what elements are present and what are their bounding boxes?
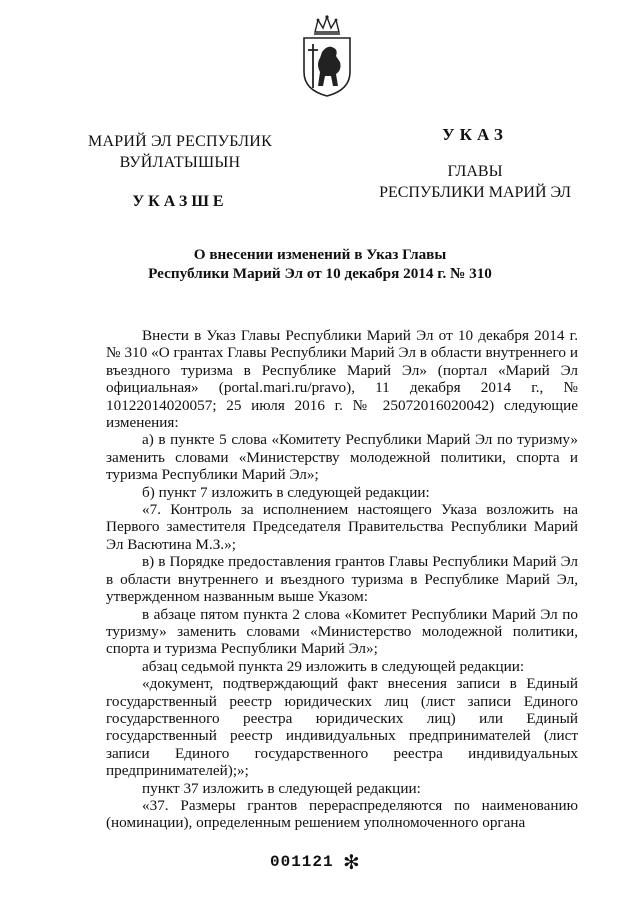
title-line2: Республики Марий Эл от 10 декабря 2014 г. № 310 bbox=[148, 265, 492, 282]
paragraph: в абзаце пятом пункта 2 слова «Комитет Республики Марий Эл по туризму» заменить словами «Министерство молодежной политики, спорта и туризма Республики Марий Эл»; bbox=[106, 605, 578, 658]
left-header-marian bbox=[60, 131, 300, 212]
serial-number: 001121 bbox=[270, 853, 334, 871]
left-header-kind: УКАЗШЕ bbox=[132, 193, 228, 210]
paragraph: в) в Порядке предоставления грантов Главы Республики Марий Эл в области внутреннего и въездного туризма в Республике Марий Эл, утвержденном названным выше Указом: bbox=[106, 553, 578, 606]
left-header-line1: МАРИЙ ЭЛ РЕСПУБЛИК bbox=[88, 133, 272, 150]
paragraph: Внести в Указ Главы Республики Марий Эл от 10 декабря 2014 г. № 310 «О грантах Главы Республики Марий Эл в области внутреннего и въездного туризма в Республике Марий Эл» (портал «Марий Эл официальная» (portal.mari.ru/pravo), 11 декабря 2014 г., № 10122014020057; 25 июля 2016 г. № 25072016020042) следующие изменения: bbox=[106, 327, 578, 432]
paragraph: абзац седьмой пункта 29 изложить в следующей редакции: bbox=[142, 657, 525, 675]
paragraph: пункт 37 изложить в следующей редакции: bbox=[142, 779, 421, 797]
document-body bbox=[106, 327, 578, 832]
paragraph: «7. Контроль за исполнением настоящего Указа возложить на Первого заместителя Председателя Правительства Республики Марий Эл Васютина М.З.»; bbox=[106, 501, 578, 553]
paragraph: «документ, подтверждающий факт внесения записи в Единый государственный реестр юридических лиц (лист записи Единого государственного реестра юридических лиц) или Единый государственный реестр индивидуальных предпринимателей (лист записи Единого государственного реестра индивидуальных предпринимателей);»; bbox=[106, 675, 578, 780]
right-header-kind: УКАЗ bbox=[442, 125, 508, 144]
right-header-line1: ГЛАВЫ bbox=[447, 163, 503, 180]
title-line1: О внесении изменений в Указ Главы bbox=[193, 246, 447, 263]
left-header-line2: ВУЙЛАТЫШЫН bbox=[119, 154, 241, 171]
right-header-line2: РЕСПУБЛИКИ МАРИЙ ЭЛ bbox=[379, 184, 571, 201]
asterisk-mark: ✻ bbox=[343, 850, 360, 874]
paragraph: б) пункт 7 изложить в следующей редакции: bbox=[142, 483, 430, 501]
document-title bbox=[60, 245, 580, 283]
paragraph: «37. Размеры грантов перераспределяются по наименованию (номинации), определенным решением уполномоченного органа bbox=[106, 796, 578, 832]
right-header-russian bbox=[355, 124, 595, 203]
coat-of-arms-emblem bbox=[298, 14, 356, 98]
paragraph: а) в пункте 5 слова «Комитету Республики Марий Эл по туризму» заменить словами «Министерству молодежной политики, спорта и туризма Республики Марий Эл»; bbox=[106, 431, 578, 484]
